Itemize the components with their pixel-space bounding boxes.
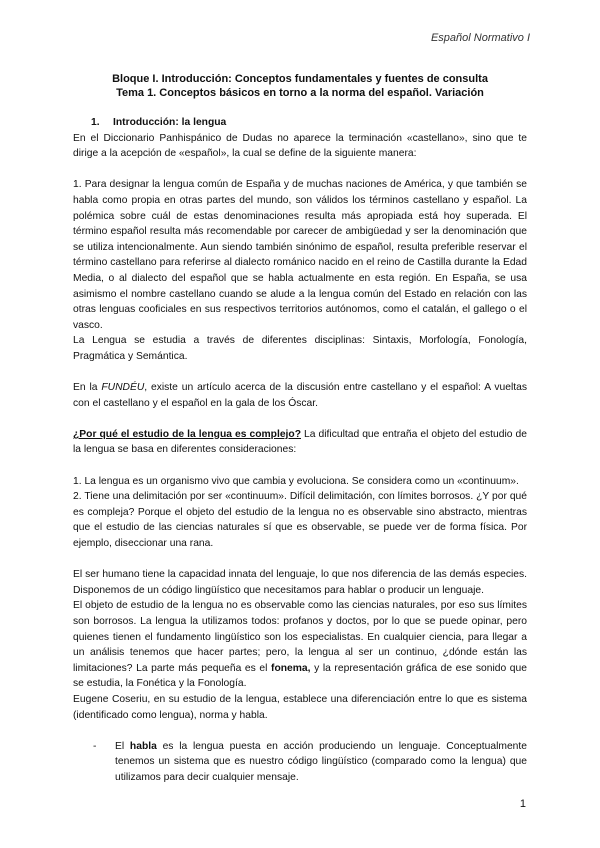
question-heading: ¿Por qué el estudio de la lengua es complejo? xyxy=(73,428,301,440)
bullet-list xyxy=(73,739,527,786)
paragraph-coseriu: Eugene Coseriu, en su estudio de la lengua, establece una diferenciación entre lo que es sistema (identificado como lengua), norma y habla. xyxy=(73,693,527,721)
object-post: y la representación gráfica de ese sonido que se estudia, la Fonética y la Fonología. xyxy=(73,662,527,690)
section-number: 1. xyxy=(91,117,100,128)
section-title: Introducción: la lengua xyxy=(113,117,227,128)
page-number: 1 xyxy=(519,798,526,810)
habla-post: es la lengua puesta en acción produciendo un lenguaje. Conceptualmente tenemos un sistema que es nuestro código lingüístico (comparado como la lengua) que utilizamos para decir cualquier mensaje. xyxy=(115,740,527,783)
paragraph-point-2: 2. Tiene una delimitación por ser «continuum». Difícil delimitación, con límites borrosos. ¿Y por qué es compleja? Porque el objeto del estudio de la lengua no es observable sino abstracto, mientras que el estudio de las ciencias naturales sí que es observable, se puede ver de forma física. Por ejemplo, diseccionar una rana. xyxy=(73,491,527,550)
fundeu-post: , existe un artículo acerca de la discusión entre castellano y el español: A vueltas con el castellano y el español en la gala de los Óscar. xyxy=(73,382,527,409)
term-habla: habla xyxy=(129,740,157,752)
title-block xyxy=(73,72,527,100)
paragraph-definition: 1. Para designar la lengua común de España y de muchas naciones de América, y que también se habla como propia en otras partes del mundo, son válidos los términos castellano y español. La polémica sobre cuál de estas denominaciones resulta más apropiada está hoy superada. El término español resulta más recomendable por carecer de ambigüedad y ser la denominación que se utiliza intencionalmente. Aun siendo también sinónimo de español, resulta preferible reservar el término castellano para referirse al dialecto románico nacido en el reino de Castilla durante la Edad Media, o al dialecto del español que se habla actualmente en esta región. En España, se usa asimismo el nombre castellano cuando se alude a la lengua común del Estado en relación con las otras lenguas cooficiales en sus respectivos territorios autónomos, como el catalán, el gallego o el vasco. xyxy=(73,179,527,331)
fundeu-pre: En la xyxy=(73,382,102,394)
paragraph-point-1: 1. La lengua es un organismo vivo que cambia y evoluciona. Se considera como un «continuum». xyxy=(73,475,519,487)
object-pre: El objeto de estudio de la lengua no es observable como las ciencias naturales, por eso sus límites son borrosos. La lengua la utilizamos todos: profanos y doctos, por lo que se puede opinar, pero quienes tienen el fundamento lingüístico son los especialistas. En cualquier ciencia, para llegar a un análisis tenemos que hacer partes; pero, la lengua al ser un continuo, ¿dónde están las limitaciones? La parte más pequeña es el xyxy=(73,600,527,674)
paragraph-intro: En el Diccionario Panhispánico de Dudas no aparece la terminación «castellano», sino que te dirige a la acepción de «español», la cual se define de la siguiente manera: xyxy=(73,132,527,160)
fundeu-name: FUNDÉU xyxy=(101,382,145,394)
running-header: Español Normativo I xyxy=(430,32,530,44)
document-body xyxy=(73,115,527,786)
topic-title: Tema 1. Conceptos básicos en torno a la norma del español. Variación xyxy=(116,87,484,99)
paragraph-disciplines: La Lengua se estudia a través de diferentes disciplinas: Sintaxis, Morfología, Fonología, Pragmática y Semántica. xyxy=(73,335,527,362)
term-fonema: fonema, xyxy=(271,662,311,674)
list-item xyxy=(93,739,527,786)
paragraph-fundeu xyxy=(73,380,527,411)
paragraph-human: El ser humano tiene la capacidad innata del lenguaje, lo que nos diferencia de las demás especies. Disponemos de un código lingüístico que necesitamos para hablar o producir un lenguaje. xyxy=(73,569,527,596)
block-title: Bloque I. Introducción: Conceptos fundamentales y fuentes de consulta xyxy=(112,73,488,85)
question-rest: La dificultad que entraña el objeto del estudio de la lengua se basa en diferentes consideraciones: xyxy=(73,428,527,456)
section-heading xyxy=(73,115,527,131)
habla-pre: El xyxy=(115,740,130,752)
paragraph-question xyxy=(73,427,527,458)
paragraph-object xyxy=(73,598,527,692)
